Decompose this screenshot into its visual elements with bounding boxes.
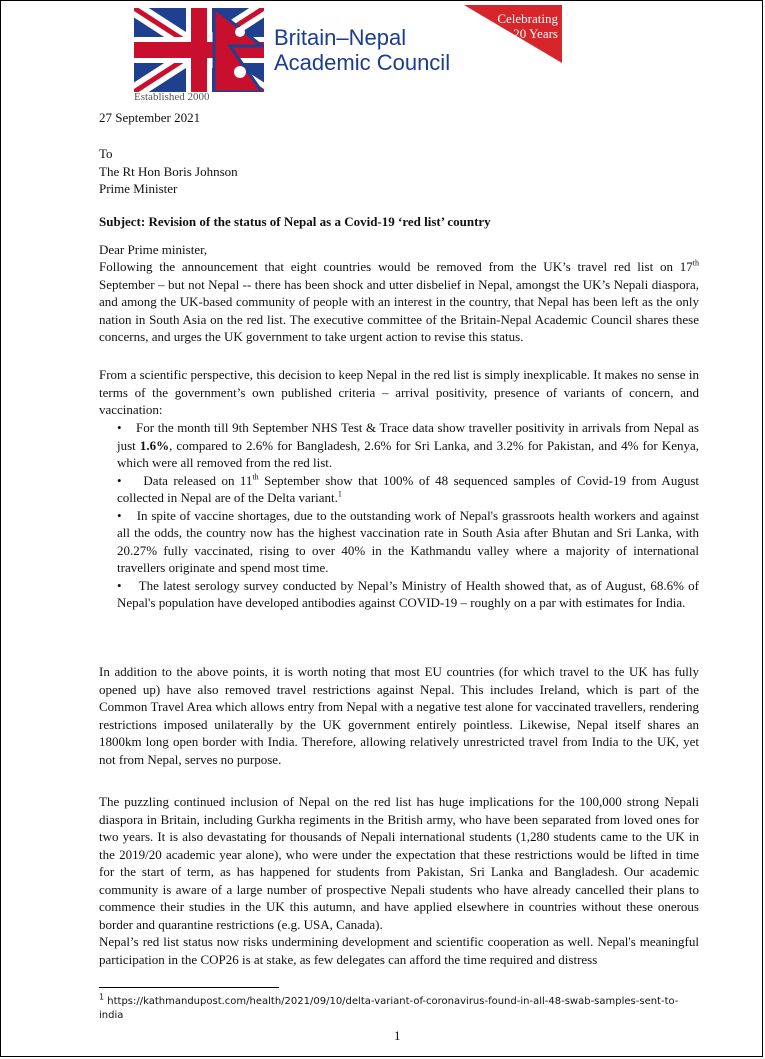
paragraph-eu-countries: In addition to the above points, it is worth noting that most EU countries (for which travel to the UK has fully opened up) have also removed travel restrictions against Nepal. This includes Ireland, which is part of the Common Travel Area which allows entry from Nepal with a negative test alone for vaccinated travellers, rendering restrictions imposed unilaterally by the UK government entirely pointless. Likewise, Nepal itself shares an 1800km long open border with India. Therefore, allowing relatively unrestricted travel from India to the UK, yet not from Nepal, serves no purpose.: [99, 664, 699, 767]
b2-sup: th: [252, 472, 259, 482]
list-item: • For the month till 9th September NHS Test & Trace data show traveller positivity in arrivals from Nepal as just 1.6%, compared to 2.6% for Bangladesh, 2.6% for Sri Lanka, and 3.2% for Pakistan, and 4% for Kenya, which were all removed from the red list.: [117, 420, 699, 470]
letter-subject: Subject: Revision of the status of Nepal as a Covid-19 ‘red list’ country: [99, 214, 491, 229]
footnote-number: 1: [99, 992, 105, 1002]
council-name-line2: Academic Council: [274, 50, 451, 75]
anniversary-line2: 20 Years: [513, 26, 558, 41]
p4-text: The puzzling continued inclusion of Nepal on the red list has huge implications for the 100,000 strong Nepali diaspora in Britain, including Gurkha regiments in the British army, who have been separated from loved ones for two years. It is also devastating for thousands of Nepali international students (1,280 students came to the UK in the 2019/20 academic year alone), who were under the expectation that these restrictions would be lifted in time for the start of term, as has happened for students from Pakistan, Sri Lanka and Bangladesh. Our academic community is aware of a large number of prospective Nepali students who have already cancelled their plans to commence their studies in the UK this autumn, and have applied elsewhere in countries without these onerous border and quarantine restrictions (e.g. USA, Canada).: [99, 794, 699, 932]
anniversary-banner: [464, 5, 562, 63]
paragraph-announcement: [99, 258, 699, 346]
recipient-title: Prime Minister: [99, 181, 178, 196]
b4-text: The latest serology survey conducted by Nepal’s Ministry of Health showed that, as of August, 68.6% of Nepal's population have developed antibodies against COVID-19 – roughly on a par with estimates for India.: [117, 577, 699, 610]
established-label: Established 2000: [134, 91, 210, 103]
paragraph-diaspora: [99, 793, 699, 968]
page-number: 1: [394, 1028, 401, 1043]
letter-salutation: Dear Prime minister,: [99, 242, 208, 257]
footnote-divider: [99, 987, 279, 988]
anniversary-text: [478, 11, 558, 41]
council-name-line1: Britain–Nepal: [274, 25, 407, 50]
b2-text-b: September show that 100% of 48 sequenced samples of Covid-19 from August collected in Nepal are of the Delta variant.: [117, 472, 699, 505]
p5-text: Nepal’s red list status now risks undermining development and scientific cooperation as well. Nepal's meaningful participation in the COP26 is at stake, as few delegates can afford the time required and distress: [99, 934, 699, 967]
letter-date: 27 September 2021: [99, 110, 201, 125]
b1-bold: 1.6%: [139, 437, 170, 453]
b2-footnote-ref: 1: [337, 489, 342, 499]
list-item: • In spite of vaccine shortages, due to the outstanding work of Nepal's grassroots health workers and against all the odds, the country now has the highest vaccination rate in South Asia after Bhutan and Sri Lanka, with 20.27% fully vaccinated, rising to over 40% in the Kathmandu valley where a majority of international travellers originate and spend most time.: [117, 507, 699, 575]
paragraph-scientific: From a scientific perspective, this decision to keep Nepal in the red list is simply inexplicable. It makes no sense in terms of the government’s own published criteria – arrival positivity, presence of variants of concern, and vaccination:: [99, 367, 699, 417]
p1-text-a: Following the announcement that eight countries would be removed from the UK’s travel red list on 17: [99, 259, 693, 274]
b3-text: In spite of vaccine shortages, due to the outstanding work of Nepal's grassroots health workers and against all the odds, the country now has the highest vaccination rate in South Asia after Bhutan and Sri Lanka, with 20.27% fully vaccinated, rising to over 40% in the Kathmandu valley where a majority of international travellers originate and spend most time.: [117, 507, 699, 575]
b1-text-b: , compared to 2.6% for Bangladesh, 2.6% for Sri Lanka, and 3.2% for Pakistan, and 4% for Kenya, which were all removed from the red list.: [117, 437, 699, 470]
address-to: To: [99, 146, 113, 161]
p1-text-b: September – but not Nepal -- there has been shock and utter disbelief in Nepal, amongst the UK’s Nepali diaspora, and among the UK-based community of people with an interest in the country, that Nepal has been left as the only nation in South Asia on the red list. The executive committee of the Britain-Nepal Academic Council shares these concerns, and urges the UK government to take urgent action to revise this status.: [99, 276, 699, 344]
recipient-name: The Rt Hon Boris Johnson: [99, 163, 238, 179]
evidence-list: [117, 419, 699, 612]
footnote: [99, 992, 699, 1023]
b1-text-a: For the month till 9th September NHS Test & Trace data show traveller positivity in arrivals from Nepal as just: [117, 420, 699, 453]
anniversary-line1: Celebrating: [497, 11, 558, 26]
footnote-link[interactable]: https://kathmandupost.com/health/2021/09/10/delta-variant-of-coronavirus-found-in-all-48-swab-samples-sent-to-india: [99, 996, 679, 1021]
list-item: • Data released on 11th September show that 100% of 48 sequenced samples of Covid-19 from August collected in Nepal are of the Delta variant.$^1$: [117, 472, 699, 505]
council-name: [274, 25, 494, 75]
list-item: • The latest serology survey conducted by Nepal’s Ministry of Health showed that, as of August, 68.6% of Nepal's population have developed antibodies against COVID-19 – roughly on a par with estimates for India.: [117, 577, 699, 610]
p1-sup: th: [692, 258, 699, 268]
council-logo-header: [134, 5, 560, 101]
recipient-address: [99, 145, 699, 198]
b2-text-a: Data released on 11: [143, 472, 253, 488]
union-nepal-flag-logo: [134, 8, 264, 92]
